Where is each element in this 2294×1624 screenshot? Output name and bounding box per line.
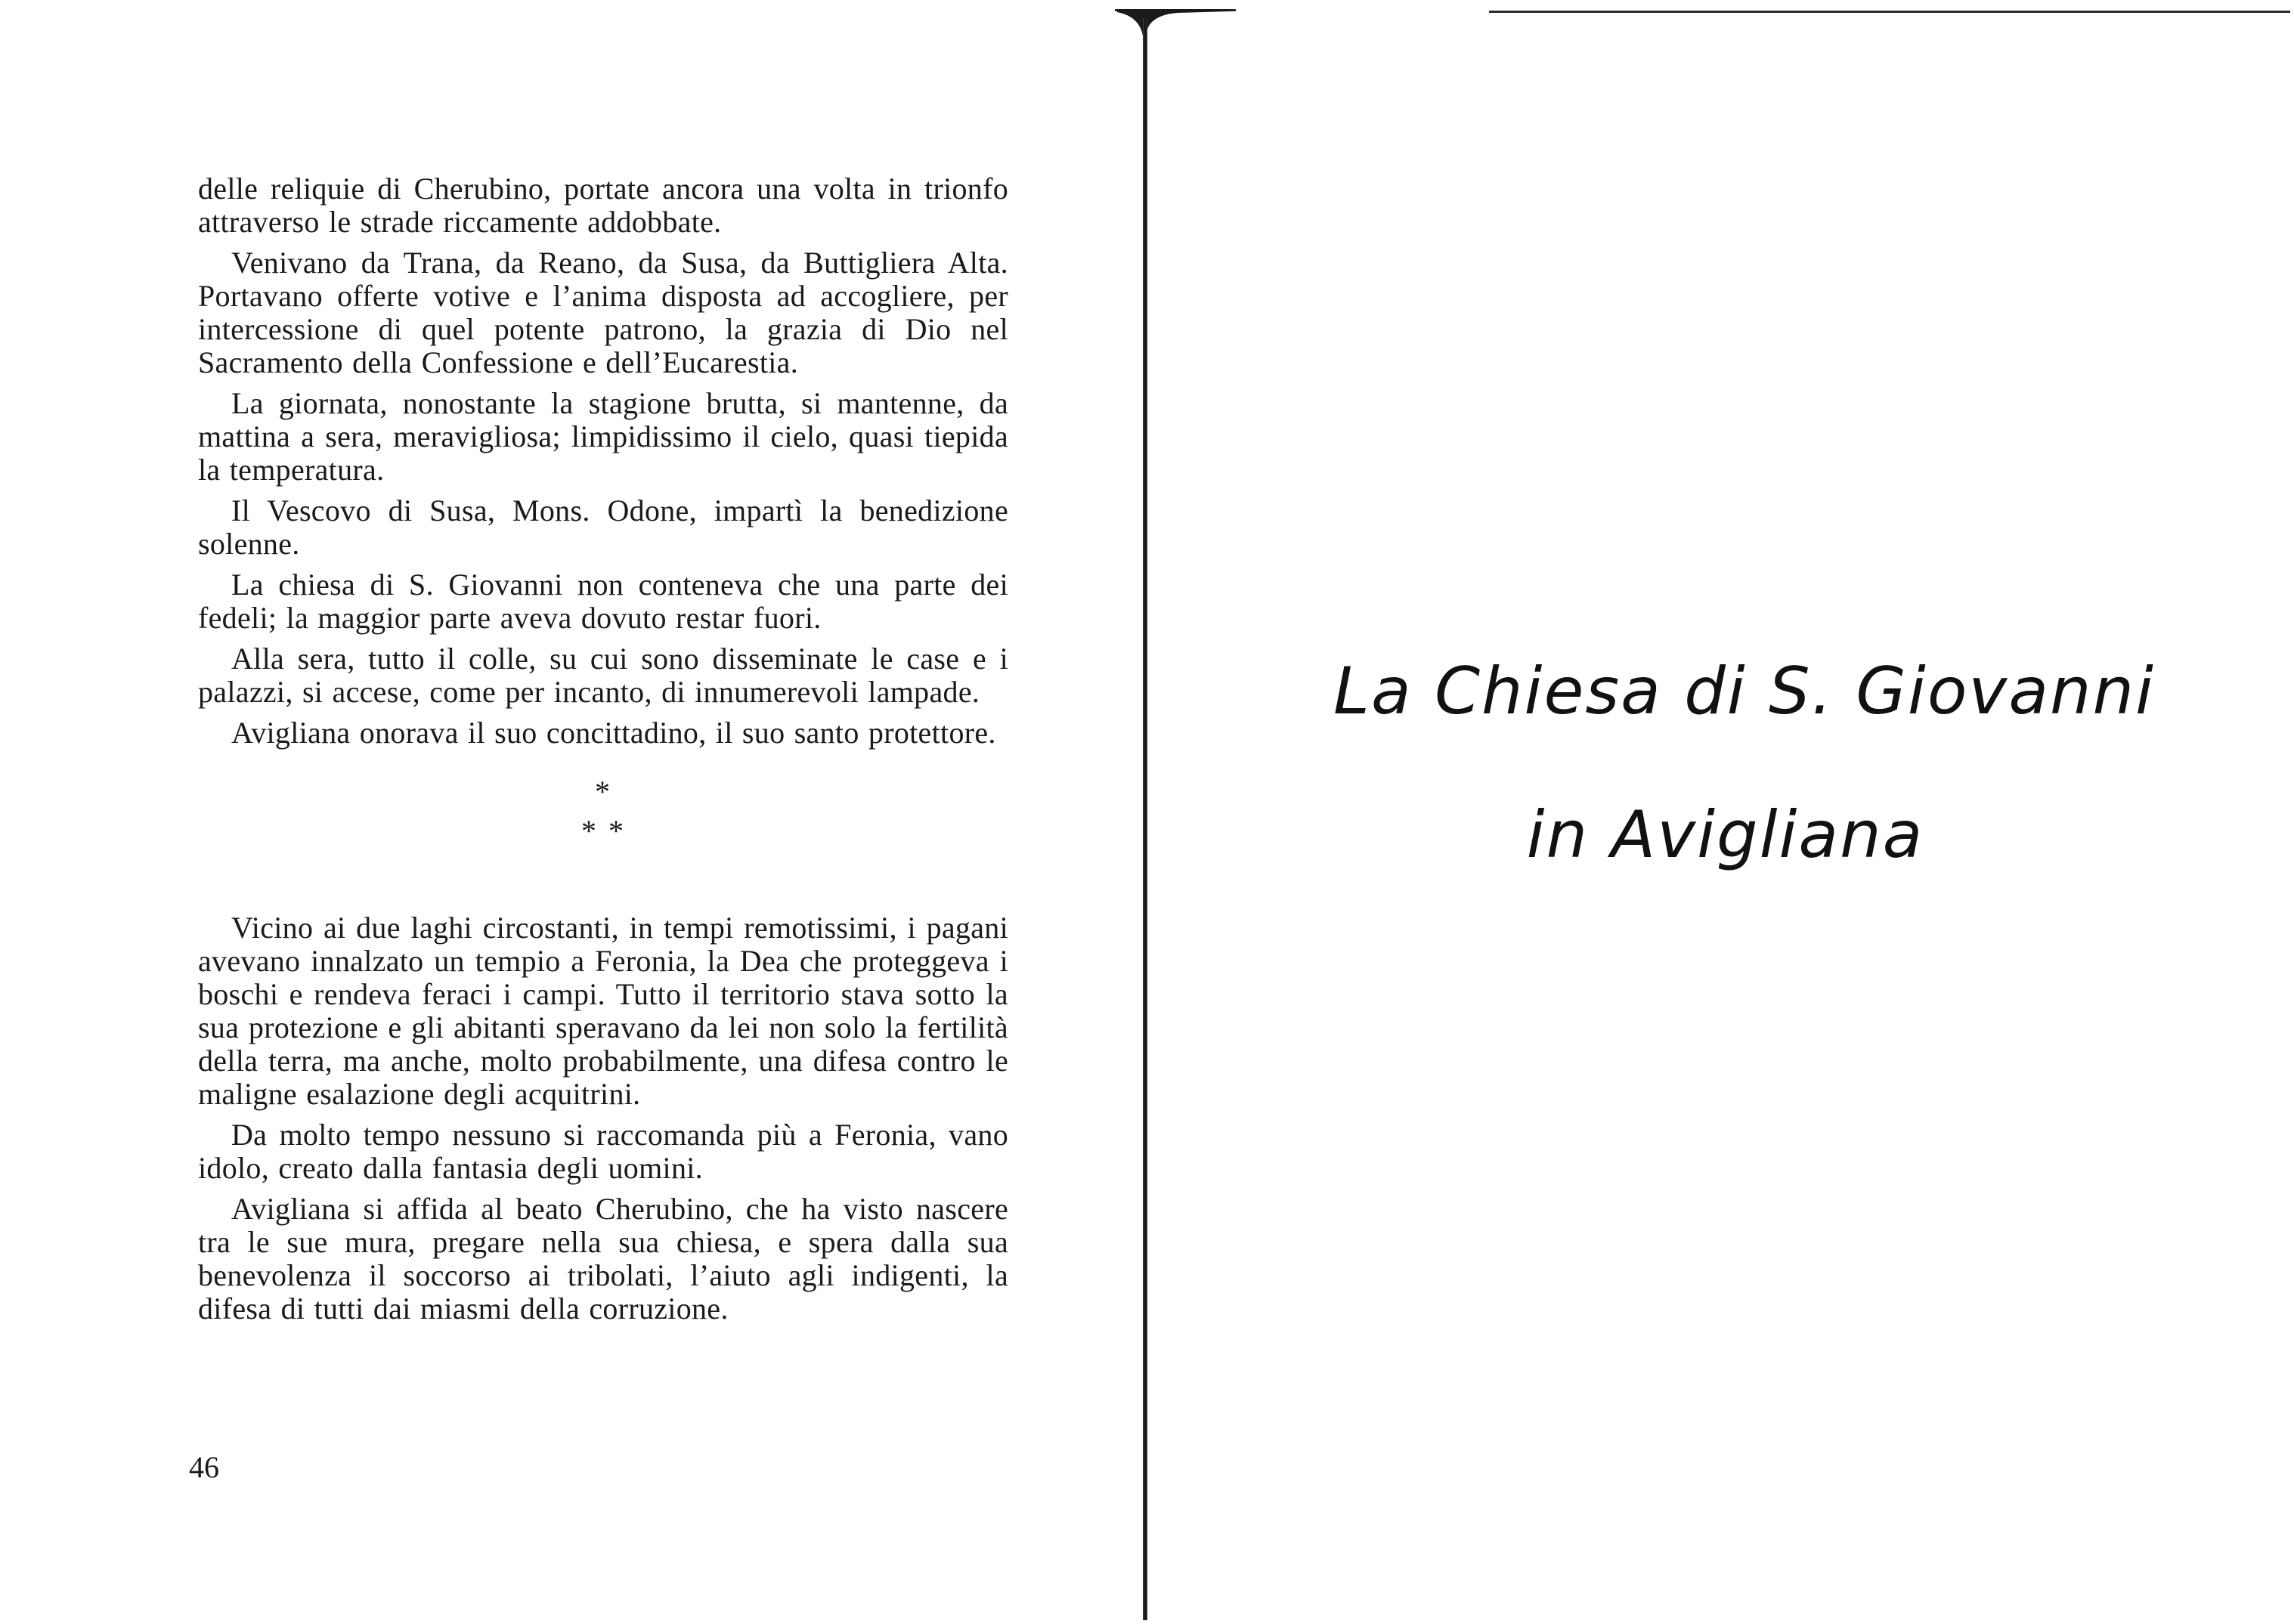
paragraph-4: Il Vescovo di Susa, Mons. Odone, impartì la benedizione solenne. (198, 493, 1008, 561)
chapter-title-line-1: La Chiesa di S. Giovanni (1333, 654, 2155, 729)
paragraph-1: delle reliquie di Cherubino, portate ancora una volta in trionfo attraverso le strade riccamente addobbate. (198, 172, 1008, 239)
left-page (0, 0, 1141, 1624)
paragraph-5: La chiesa di S. Giovanni non conteneva che una parte dei fedeli; la maggior parte aveva dovuto restar fuori. (198, 568, 1008, 635)
paragraph-6: Alla sera, tutto il colle, su cui sono disseminate le case e i palazzi, si accese, come per incanto, di innumerevoli lampade. (198, 642, 1008, 709)
asterism-top-star: * (595, 775, 611, 809)
book-gutter (1143, 18, 1147, 1620)
paragraph-3: La giornata, nonostante la stagione brutta, si mantenne, da mattina a sera, meravigliosa; limpidissimo il cielo, quasi tiepida la temperatura. (198, 386, 1008, 487)
left-page-text (198, 172, 1008, 1333)
page-number: 46 (189, 1450, 219, 1484)
chapter-title-line-2: in Avigliana (1526, 797, 1924, 873)
paragraph-7: Avigliana onorava il suo concittadino, il suo santo protettore. (231, 716, 996, 750)
paragraph-9: Da molto tempo nessuno si raccomanda più a Feronia, vano idolo, creato dalla fantasia degli uomini. (198, 1118, 1008, 1185)
section-break-asterism (198, 775, 1008, 848)
chapter-title (1149, 620, 2294, 907)
paragraph-10: Avigliana si affida al beato Cherubino, che ha visto nascere tra le sue mura, pregare nella sua chiesa, e spera dalla sua benevolenza il soccorso ai tribolati, l’aiuto agli indigenti, la difesa di tutti dai miasmi della corruzione. (198, 1192, 1008, 1325)
paragraph-2: Venivano da Trana, da Reano, da Susa, da Buttigliera Alta. Portavano offerte votive e l’anima disposta ad accogliere, per intercessione di quel potente patrono, la grazia di Dio nel Sacramento della Confessione e dell’Eucarestia. (198, 246, 1008, 379)
right-page (1149, 0, 2294, 1624)
paragraph-8: Vicino ai due laghi circostanti, in tempi remotissimi, i pagani avevano innalzato un tempio a Feronia, la Dea che proteggeva i boschi e rendeva feraci i campi. Tutto il territorio stava sotto la sua protezione e gli abitanti speravano da lei non solo la fertilità della terra, ma anche, molto probabilmente, una difesa contro le maligne esalazione degli acquitrini. (198, 911, 1008, 1111)
asterism-bottom-stars: * * (581, 814, 625, 848)
